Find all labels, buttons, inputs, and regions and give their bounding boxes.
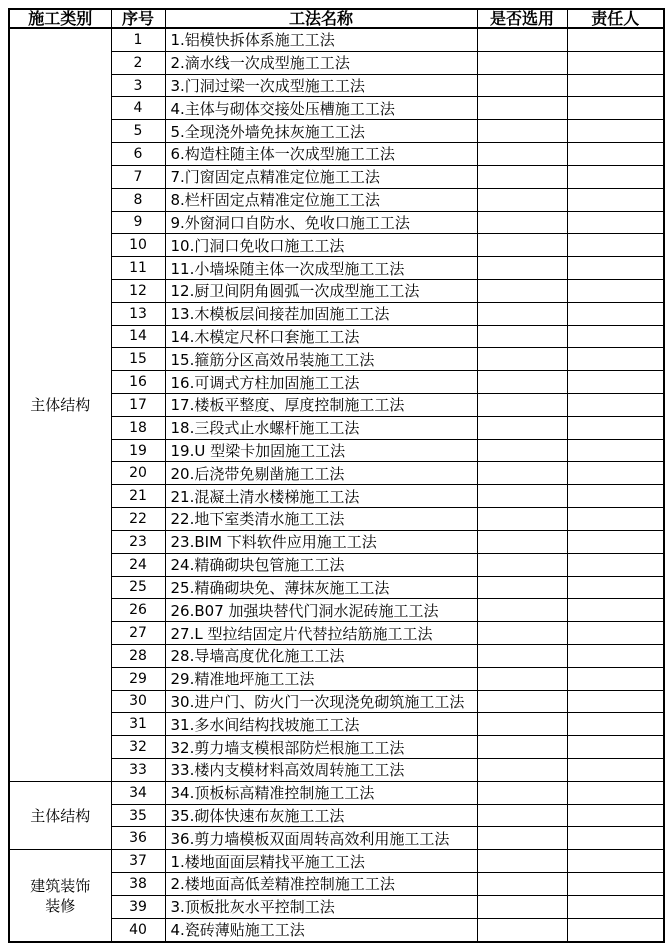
row-number-cell: 25 (111, 576, 165, 599)
row-number-cell: 22 (111, 508, 165, 531)
responsible-cell (567, 234, 664, 257)
selection-cell (477, 576, 567, 599)
method-name-cell: 14.木模定尺杯口套施工工法 (165, 325, 477, 348)
method-name-cell: 3.顶板批灰水平控制工法 (165, 895, 477, 918)
method-name-cell: 9.外窗洞口自防水、免收口施工工法 (165, 211, 477, 234)
row-number-cell: 10 (111, 234, 165, 257)
responsible-cell (567, 485, 664, 508)
responsible-cell (567, 394, 664, 417)
method-name-cell: 7.门窗固定点精准定位施工工法 (165, 165, 477, 188)
method-name-cell: 19.U 型梁卡加固施工工法 (165, 439, 477, 462)
row-number-cell: 33 (111, 759, 165, 782)
selection-cell (477, 394, 567, 417)
method-name-cell: 16.可调式方柱加固施工工法 (165, 371, 477, 394)
row-number-cell: 13 (111, 302, 165, 325)
method-name-cell: 1.铝模快拆体系施工工法 (165, 28, 477, 51)
header-no: 序号 (111, 9, 165, 28)
responsible-cell (567, 165, 664, 188)
row-number-cell: 16 (111, 371, 165, 394)
selection-cell (477, 120, 567, 143)
row-number-cell: 14 (111, 325, 165, 348)
responsible-cell (567, 895, 664, 918)
row-number-cell: 9 (111, 211, 165, 234)
row-number-cell: 20 (111, 462, 165, 485)
selection-cell (477, 508, 567, 531)
table-row (9, 850, 664, 873)
row-number-cell: 4 (111, 97, 165, 120)
method-name-cell: 5.全现浇外墙免抹灰施工工法 (165, 120, 477, 143)
method-name-cell: 2.滴水线一次成型施工工法 (165, 51, 477, 74)
selection-cell (477, 781, 567, 804)
row-number-cell: 34 (111, 781, 165, 804)
selection-cell (477, 462, 567, 485)
responsible-cell (567, 553, 664, 576)
selection-cell (477, 348, 567, 371)
row-number-cell: 29 (111, 667, 165, 690)
row-number-cell: 12 (111, 279, 165, 302)
method-name-cell: 21.混凝土清水楼梯施工工法 (165, 485, 477, 508)
responsible-cell (567, 439, 664, 462)
selection-cell (477, 416, 567, 439)
responsible-cell (567, 302, 664, 325)
responsible-cell (567, 644, 664, 667)
responsible-cell (567, 188, 664, 211)
selection-cell (477, 622, 567, 645)
row-number-cell: 8 (111, 188, 165, 211)
row-number-cell: 15 (111, 348, 165, 371)
row-number-cell: 32 (111, 736, 165, 759)
responsible-cell (567, 576, 664, 599)
row-number-cell: 36 (111, 827, 165, 850)
method-name-cell: 11.小墙垛随主体一次成型施工工法 (165, 257, 477, 280)
row-number-cell: 21 (111, 485, 165, 508)
method-name-cell: 34.顶板标高精准控制施工工法 (165, 781, 477, 804)
document-sheet (8, 8, 665, 943)
method-name-cell: 22.地下室类清水施工工法 (165, 508, 477, 531)
row-number-cell: 28 (111, 644, 165, 667)
method-name-cell: 24.精确砌块包管施工工法 (165, 553, 477, 576)
selection-cell (477, 895, 567, 918)
header-method: 工法名称 (165, 9, 477, 28)
category-cell (9, 28, 111, 781)
responsible-cell (567, 279, 664, 302)
category-label: 主体结构 (30, 806, 91, 825)
row-number-cell: 2 (111, 51, 165, 74)
category-label: 建筑装饰装修 (30, 876, 91, 915)
selection-cell (477, 759, 567, 782)
method-name-cell: 29.精准地坪施工工法 (165, 667, 477, 690)
method-name-cell: 10.门洞口免收口施工工法 (165, 234, 477, 257)
responsible-cell (567, 508, 664, 531)
responsible-cell (567, 348, 664, 371)
method-name-cell: 35.砌体快速布灰施工工法 (165, 804, 477, 827)
method-name-cell: 25.精确砌块免、薄抹灰施工工法 (165, 576, 477, 599)
row-number-cell: 17 (111, 394, 165, 417)
selection-cell (477, 257, 567, 280)
method-name-cell: 2.楼地面高低差精准控制施工工法 (165, 873, 477, 896)
row-number-cell: 19 (111, 439, 165, 462)
selection-cell (477, 211, 567, 234)
table-header (9, 9, 664, 28)
method-name-cell: 28.导墙高度优化施工工法 (165, 644, 477, 667)
responsible-cell (567, 622, 664, 645)
row-number-cell: 37 (111, 850, 165, 873)
category-cell (9, 850, 111, 942)
responsible-cell (567, 850, 664, 873)
method-name-cell: 8.栏杆固定点精准定位施工工法 (165, 188, 477, 211)
selection-cell (477, 188, 567, 211)
responsible-cell (567, 599, 664, 622)
selection-cell (477, 485, 567, 508)
header-selected: 是否选用 (477, 9, 567, 28)
responsible-cell (567, 74, 664, 97)
responsible-cell (567, 325, 664, 348)
selection-cell (477, 918, 567, 942)
selection-cell (477, 713, 567, 736)
row-number-cell: 11 (111, 257, 165, 280)
responsible-cell (567, 530, 664, 553)
method-name-cell: 20.后浇带免剔凿施工工法 (165, 462, 477, 485)
method-name-cell: 31.多水间结构找坡施工工法 (165, 713, 477, 736)
method-name-cell: 23.BIM 下料软件应用施工工法 (165, 530, 477, 553)
row-number-cell: 39 (111, 895, 165, 918)
row-number-cell: 6 (111, 143, 165, 166)
responsible-cell (567, 257, 664, 280)
responsible-cell (567, 211, 664, 234)
method-name-cell: 6.构造柱随主体一次成型施工工法 (165, 143, 477, 166)
table-row (9, 28, 664, 51)
row-number-cell: 3 (111, 74, 165, 97)
selection-cell (477, 690, 567, 713)
table-row (9, 781, 664, 804)
responsible-cell (567, 462, 664, 485)
method-name-cell: 15.箍筋分区高效吊装施工工法 (165, 348, 477, 371)
selection-cell (477, 644, 567, 667)
responsible-cell (567, 713, 664, 736)
responsible-cell (567, 51, 664, 74)
construction-methods-table (8, 8, 665, 943)
selection-cell (477, 165, 567, 188)
responsible-cell (567, 416, 664, 439)
row-number-cell: 18 (111, 416, 165, 439)
responsible-cell (567, 804, 664, 827)
selection-cell (477, 371, 567, 394)
row-number-cell: 24 (111, 553, 165, 576)
header-responsible: 责任人 (567, 9, 664, 28)
method-name-cell: 32.剪力墙支模根部防烂根施工工法 (165, 736, 477, 759)
selection-cell (477, 804, 567, 827)
selection-cell (477, 873, 567, 896)
row-number-cell: 38 (111, 873, 165, 896)
selection-cell (477, 302, 567, 325)
selection-cell (477, 736, 567, 759)
responsible-cell (567, 918, 664, 942)
responsible-cell (567, 667, 664, 690)
selection-cell (477, 850, 567, 873)
method-name-cell: 12.厨卫间阴角圆弧一次成型施工工法 (165, 279, 477, 302)
row-number-cell: 23 (111, 530, 165, 553)
selection-cell (477, 553, 567, 576)
header-category: 施工类别 (9, 9, 111, 28)
responsible-cell (567, 28, 664, 51)
selection-cell (477, 143, 567, 166)
selection-cell (477, 234, 567, 257)
row-number-cell: 7 (111, 165, 165, 188)
selection-cell (477, 325, 567, 348)
method-name-cell: 26.B07 加强块替代门洞水泥砖施工工法 (165, 599, 477, 622)
selection-cell (477, 667, 567, 690)
responsible-cell (567, 97, 664, 120)
method-name-cell: 30.进户门、防火门一次现浇免砌筑施工工法 (165, 690, 477, 713)
selection-cell (477, 827, 567, 850)
method-name-cell: 3.门洞过梁一次成型施工工法 (165, 74, 477, 97)
method-name-cell: 13.木模板层间接茬加固施工工法 (165, 302, 477, 325)
method-name-cell: 1.楼地面面层精找平施工工法 (165, 850, 477, 873)
method-name-cell: 17.楼板平整度、厚度控制施工工法 (165, 394, 477, 417)
responsible-cell (567, 873, 664, 896)
category-cell (9, 781, 111, 849)
row-number-cell: 40 (111, 918, 165, 942)
row-number-cell: 27 (111, 622, 165, 645)
row-number-cell: 26 (111, 599, 165, 622)
selection-cell (477, 599, 567, 622)
method-name-cell: 36.剪力墙模板双面周转高效利用施工工法 (165, 827, 477, 850)
row-number-cell: 31 (111, 713, 165, 736)
selection-cell (477, 74, 567, 97)
row-number-cell: 35 (111, 804, 165, 827)
row-number-cell: 1 (111, 28, 165, 51)
row-number-cell: 30 (111, 690, 165, 713)
method-name-cell: 27.L 型拉结固定片代替拉结筋施工工法 (165, 622, 477, 645)
selection-cell (477, 51, 567, 74)
responsible-cell (567, 781, 664, 804)
selection-cell (477, 279, 567, 302)
method-name-cell: 33.楼内支模材料高效周转施工工法 (165, 759, 477, 782)
method-name-cell: 4.主体与砌体交接处压槽施工工法 (165, 97, 477, 120)
selection-cell (477, 97, 567, 120)
responsible-cell (567, 371, 664, 394)
responsible-cell (567, 143, 664, 166)
method-name-cell: 18.三段式止水螺杆施工工法 (165, 416, 477, 439)
responsible-cell (567, 759, 664, 782)
category-label: 主体结构 (30, 395, 91, 414)
responsible-cell (567, 827, 664, 850)
table-body (9, 28, 664, 942)
method-name-cell: 4.瓷砖薄贴施工工法 (165, 918, 477, 942)
responsible-cell (567, 736, 664, 759)
row-number-cell: 5 (111, 120, 165, 143)
responsible-cell (567, 690, 664, 713)
selection-cell (477, 28, 567, 51)
selection-cell (477, 439, 567, 462)
selection-cell (477, 530, 567, 553)
responsible-cell (567, 120, 664, 143)
header-row (9, 9, 664, 28)
